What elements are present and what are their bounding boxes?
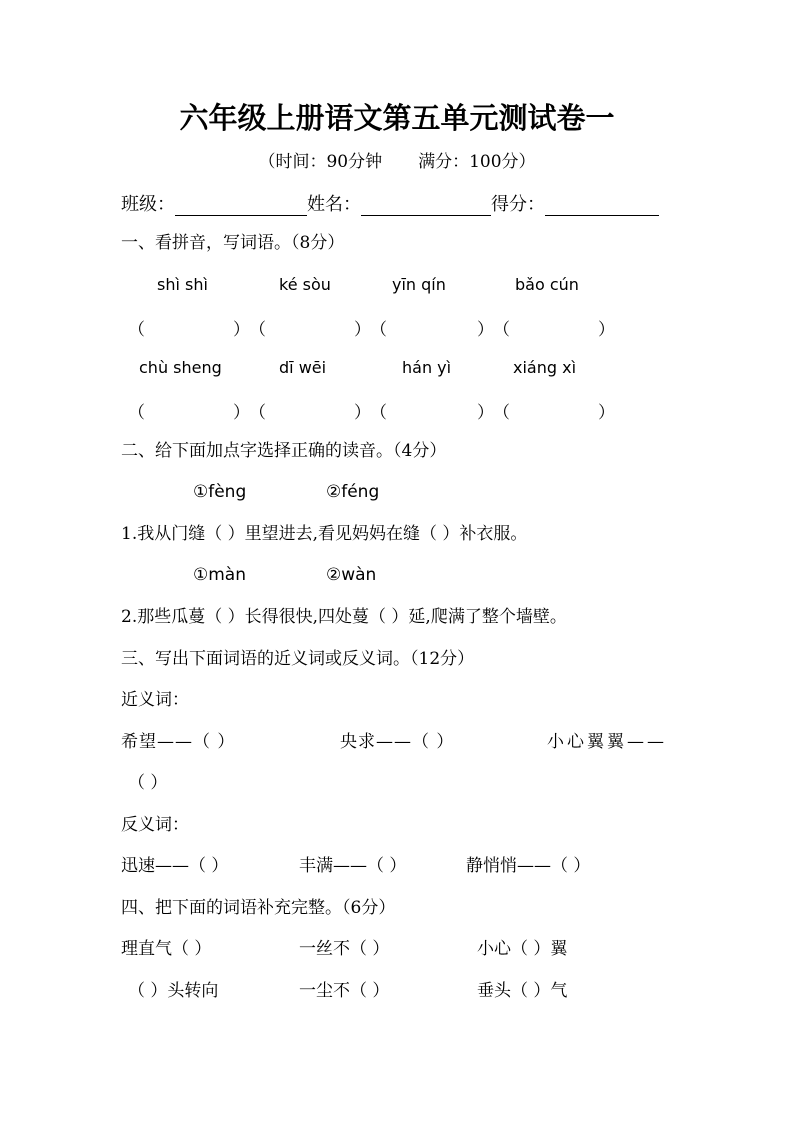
time-limit: （时间：90分钟 xyxy=(258,152,383,172)
idiom-item: 小心（ ）翼 xyxy=(477,939,568,959)
pinyin-item: chù sheng xyxy=(139,358,222,377)
answer-open[interactable]: （ xyxy=(249,320,266,340)
answer-open[interactable]: （ xyxy=(370,403,387,423)
section4-heading: 四、把下面的词语补充完整。（6分） xyxy=(121,898,396,918)
idiom-item: 一尘不（ ） xyxy=(299,981,390,1001)
reading-option: ①fèng xyxy=(193,482,247,502)
answer-open[interactable]: （ xyxy=(493,403,510,423)
class-label: 班级： xyxy=(121,194,175,215)
reading-option: ①màn xyxy=(193,565,246,585)
answer-close: ） xyxy=(477,403,494,423)
section2-heading: 二、给下面加点字选择正确的读音。（4分） xyxy=(121,441,447,461)
idiom-item: （ ）头转向 xyxy=(128,981,219,1001)
answer-open[interactable]: （ xyxy=(370,320,387,340)
score-blank[interactable] xyxy=(545,195,659,216)
answer-close: ） xyxy=(598,320,615,340)
antonym-item: 静悄悄——（ ） xyxy=(466,856,591,876)
student-info-row xyxy=(121,190,659,216)
idiom-item: 垂头（ ）气 xyxy=(477,981,568,1001)
reading-option: ②féng xyxy=(326,482,380,502)
answer-open[interactable]: （ xyxy=(493,320,510,340)
antonym-label: 反义词： xyxy=(121,815,189,835)
synonym-item: 小心翼翼—— xyxy=(547,732,667,752)
answer-close: ） xyxy=(354,320,371,340)
reading-option: ②wàn xyxy=(326,565,377,585)
name-label: 姓名： xyxy=(307,194,361,215)
antonym-item: 丰满——（ ） xyxy=(299,856,407,876)
answer-close: ） xyxy=(354,403,371,423)
pinyin-item: yīn qín xyxy=(392,275,446,294)
pinyin-item: bǎo cún xyxy=(515,275,579,294)
answer-close: ） xyxy=(598,403,615,423)
synonym-item: 希望——（ ） xyxy=(121,732,236,752)
antonym-item: 迅速——（ ） xyxy=(121,856,229,876)
pinyin-item: dī wēi xyxy=(279,358,327,377)
synonym-label: 近义词： xyxy=(121,690,189,710)
answer-close: ） xyxy=(477,320,494,340)
section1-heading: 一、看拼音，写词语。（8分） xyxy=(121,233,345,253)
pinyin-item: shì shì xyxy=(157,275,208,294)
pinyin-item: ké sòu xyxy=(279,275,331,294)
synonym-item: 央求——（ ） xyxy=(340,732,455,752)
question-1: 1.我从门缝（ ）里望进去,看见妈妈在缝（ ）补衣服。 xyxy=(121,524,528,544)
score-label: 得分： xyxy=(491,194,545,215)
class-blank[interactable] xyxy=(175,195,307,216)
question-2: 2.那些瓜蔓（ ）长得很快,四处蔓（ ）延,爬满了整个墙壁。 xyxy=(121,607,567,627)
answer-open[interactable]: （ xyxy=(128,403,145,423)
full-score: 满分：100分） xyxy=(418,152,536,172)
section3-heading: 三、写出下面词语的近义词或反义词。（12分） xyxy=(121,649,475,669)
page-title: 六年级上册语文第五单元测试卷一 xyxy=(179,101,615,135)
exam-subtitle xyxy=(0,147,794,172)
answer-close: ） xyxy=(233,403,250,423)
name-blank[interactable] xyxy=(361,195,491,216)
answer-close: ） xyxy=(233,320,250,340)
synonym-answer[interactable]: （ ） xyxy=(128,773,168,793)
answer-open[interactable]: （ xyxy=(128,320,145,340)
answer-open[interactable]: （ xyxy=(249,403,266,423)
idiom-item: 理直气（ ） xyxy=(121,939,212,959)
pinyin-item: hán yì xyxy=(402,358,452,377)
idiom-item: 一丝不（ ） xyxy=(299,939,390,959)
pinyin-item: xiáng xì xyxy=(513,358,577,377)
